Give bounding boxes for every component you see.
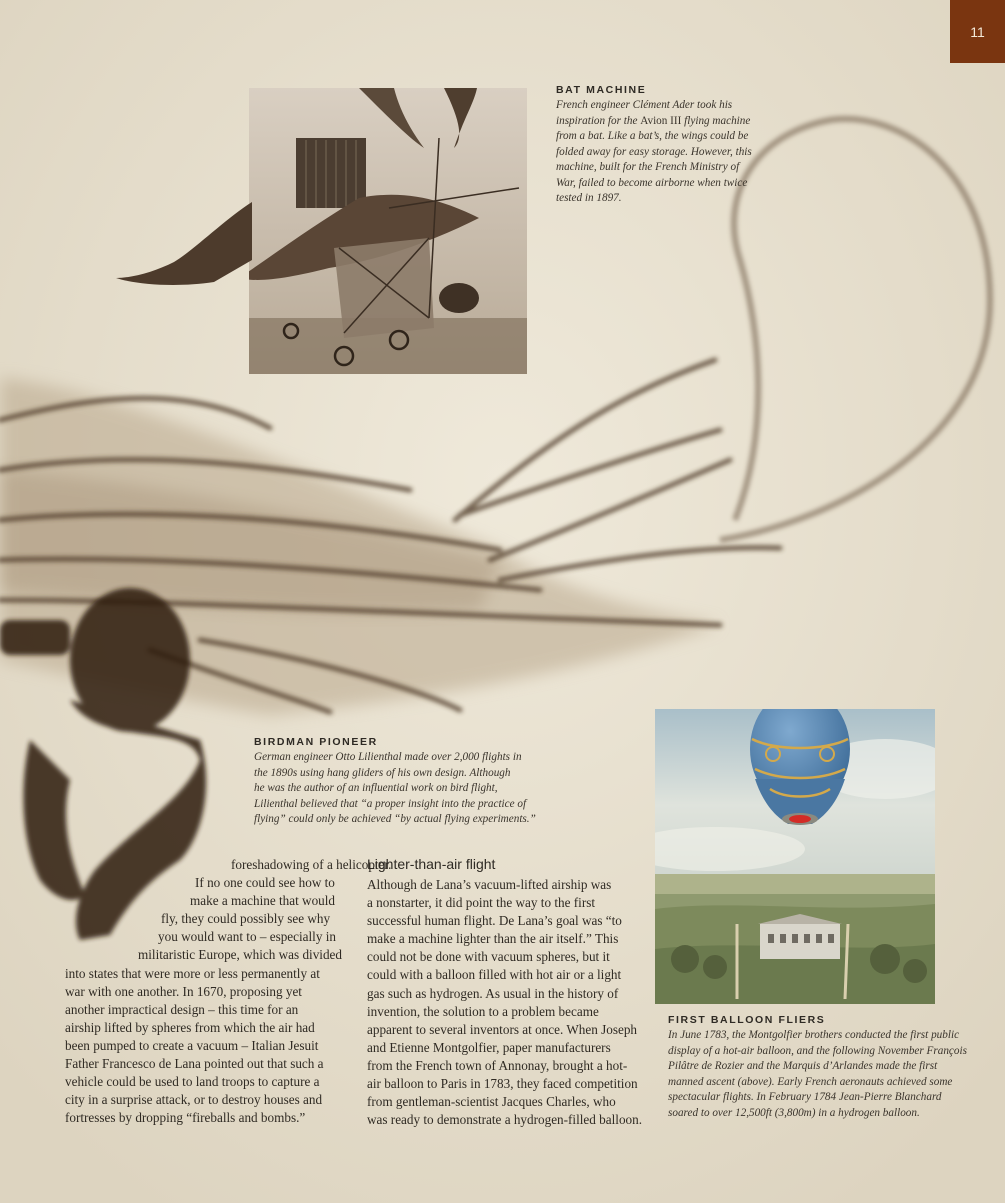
body-line: city in a surprise attack, or to destroy houses and xyxy=(65,1092,323,1108)
body-line: militaristic Europe, which was divided xyxy=(138,947,342,963)
montgolfier-balloon-painting xyxy=(655,709,935,1004)
section-heading: Lighter-than-air flight xyxy=(367,856,496,872)
birdman-heading: BIRDMAN PIONEER xyxy=(254,736,378,748)
body-line: a nonstarter, it did point the way to the first xyxy=(367,895,596,911)
body-line: make a machine that would xyxy=(190,893,336,909)
body-line: foreshadowing of a helicopter. xyxy=(231,857,392,872)
body-line: been pumped to create a vacuum – Italian Jesuit xyxy=(65,1037,319,1053)
bat-machine-caption xyxy=(556,84,756,207)
body-line: could with a balloon filled with hot air or a light xyxy=(367,967,622,983)
body-line: could not be done with vacuum spheres, but it xyxy=(367,949,610,965)
body-line: was ready to demonstrate a hydrogen-filled balloon. xyxy=(367,1112,643,1128)
body-line: vehicle could be used to land troops to capture a xyxy=(65,1074,320,1090)
body-line: from the French town of Annonay, brought a hot- xyxy=(367,1057,628,1073)
body-line: make a machine lighter than the air itself.” This xyxy=(367,931,619,947)
balloon-heading: FIRST BALLOON FLIERS xyxy=(668,1014,826,1026)
body-line: gas such as hydrogen. As usual in the history of xyxy=(367,985,619,1001)
body-line: If no one could see how to xyxy=(195,875,335,891)
balloon-caption xyxy=(668,1014,998,1121)
body-line: air balloon to Paris in 1783, they faced competition xyxy=(367,1076,638,1092)
bat-machine-text: French engineer Clément Ader took his inspiration for the Avion III flying machine from a bat. Like a bat’s, the wings could be folded away for easy storage. However, this machine, built for the French Ministry of War, failed to become airborne when twice tested in 1897. xyxy=(556,99,752,204)
body-line: war with one another. In 1670, proposing yet xyxy=(65,983,302,999)
body-line: fortresses by dropping “fireballs and bombs.” xyxy=(65,1110,306,1126)
body-column-2 xyxy=(367,855,652,1129)
bat-machine-photo xyxy=(249,88,527,374)
body-line: successful human flight. De Lana’s goal was “to xyxy=(367,913,622,929)
birdman-caption xyxy=(254,736,554,828)
body-line: apparent to several inventors at once. When Joseph xyxy=(367,1021,638,1037)
body-line: fly, they could possibly see why xyxy=(161,911,331,927)
bat-machine-heading: BAT MACHINE xyxy=(556,84,647,96)
body-column-1 xyxy=(65,856,392,1127)
birdman-text: German engineer Otto Lilienthal made over 2,000 flights in the 1890s using hang gliders of his own design. Although he was the author of an influential work on bird flight, Lilienthal believed that “a proper insight into the practice of flying” could only be achieved “by actual flying experiments.” xyxy=(254,751,536,825)
body-line: invention, the solution to a problem became xyxy=(367,1003,599,1019)
body-line: Father Francesco de Lana pointed out that such a xyxy=(65,1056,324,1072)
body-line: another impractical design – this time for an xyxy=(65,1001,299,1017)
body-line: you would want to – especially in xyxy=(158,929,336,945)
body-line: and Etienne Montgolfier, paper manufacturers xyxy=(367,1039,611,1055)
body-line: into states that were more or less permanently at xyxy=(65,965,320,981)
balloon-text: In June 1783, the Montgolfier brothers conducted the first public display of a hot-air balloon, and the following November François Pilâtre de Rozier and the Marquis d’Arlandes made the first manned ascent (above). Early French aeronauts achieved some spectacular flights. In February 1784 Jean-Pierre Blanchard soared to over 12,500ft (3,800m) in a hydrogen balloon. xyxy=(668,1029,967,1119)
body-line: airship lifted by spheres from which the air had xyxy=(65,1019,315,1035)
body-line: Although de Lana’s vacuum-lifted airship was xyxy=(367,877,612,892)
bat-wingtip xyxy=(114,200,254,290)
body-line: from gentleman-scientist Jacques Charles, who xyxy=(367,1094,616,1110)
page-number: 11 xyxy=(950,0,1005,63)
